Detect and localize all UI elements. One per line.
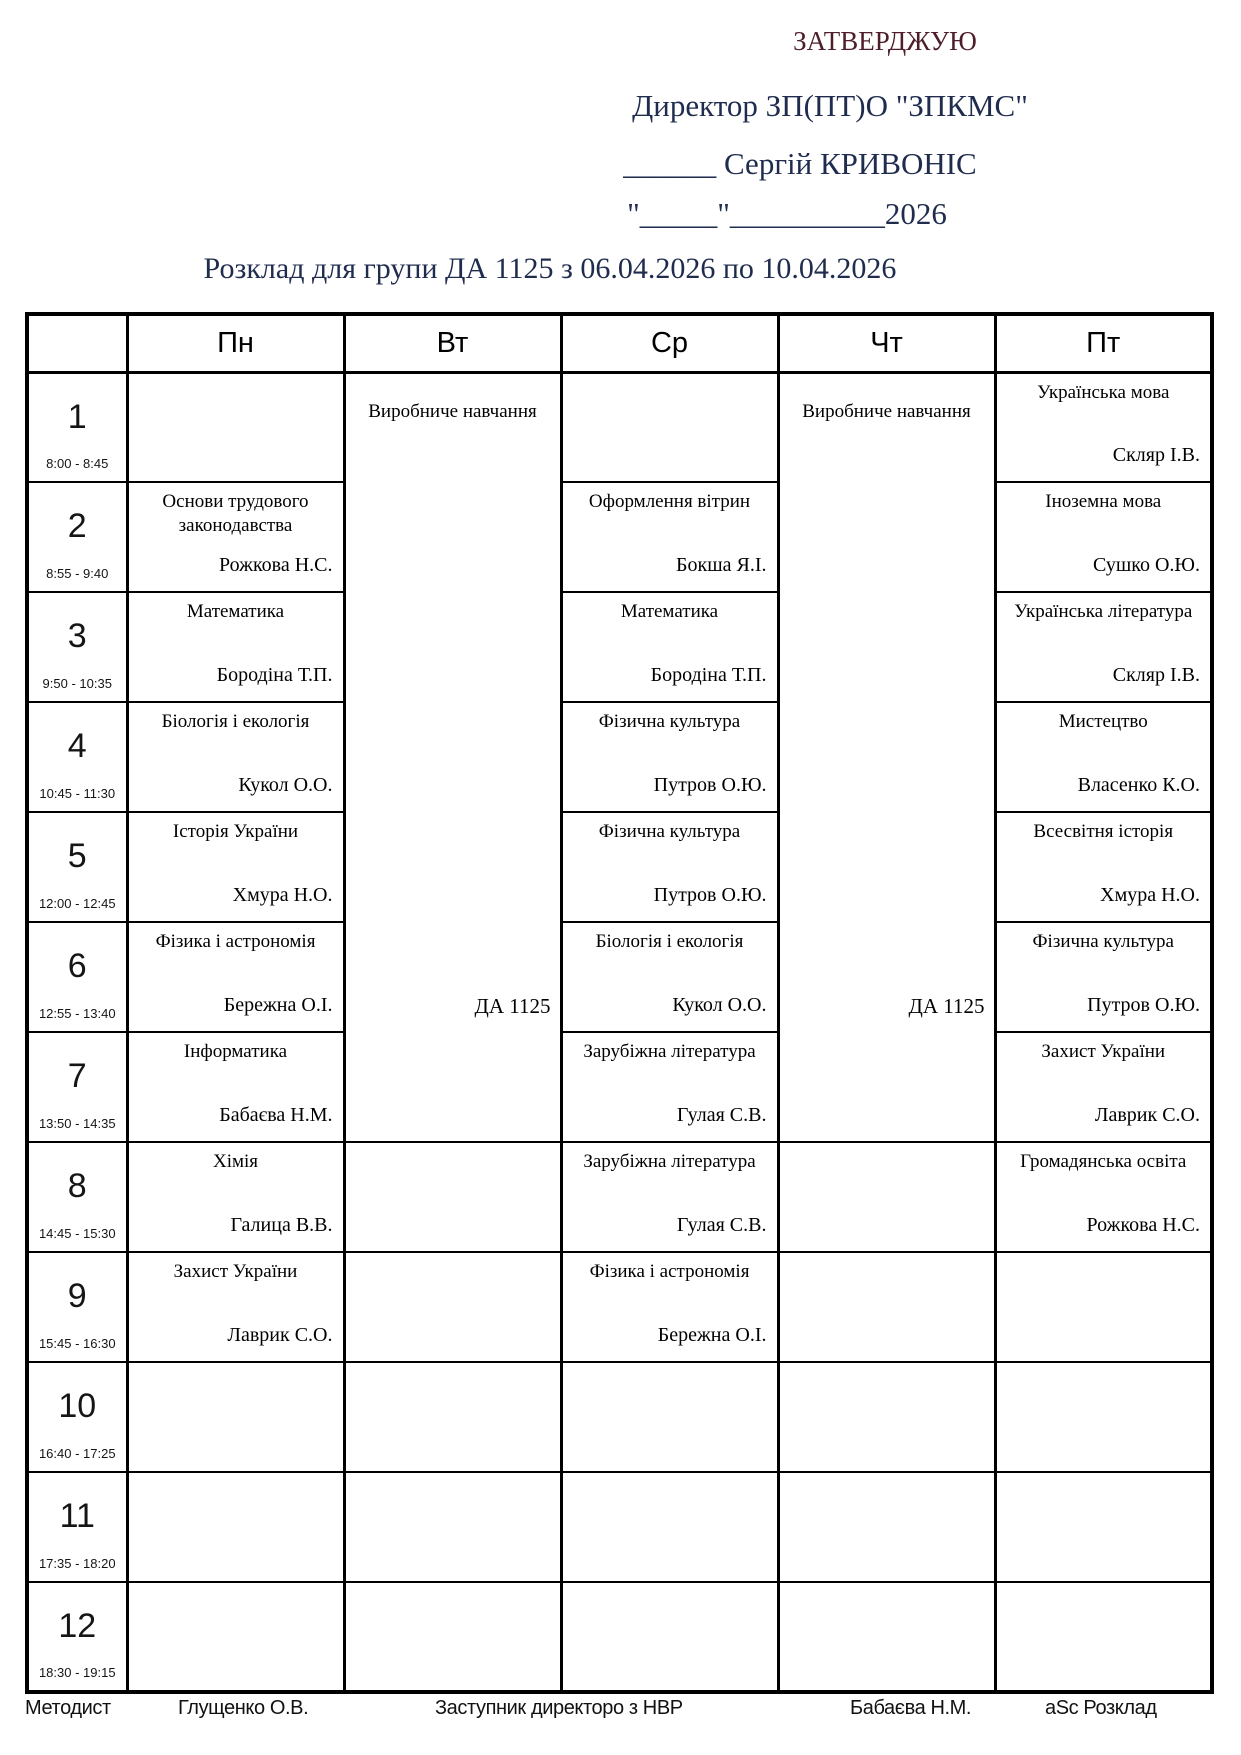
subject-label: Виробниче навчання (368, 400, 537, 422)
period-row-11 (27, 1472, 1212, 1582)
subject-label: Виробниче навчання (802, 400, 971, 422)
lesson-cell (995, 812, 1212, 922)
empty-cell (778, 1362, 995, 1472)
subject-label: Фізична культура (598, 711, 741, 732)
period-row-7 (27, 1032, 1212, 1142)
teacher-label: Кукол О.О. (672, 994, 767, 1016)
schedule-table-body (27, 372, 1212, 1692)
lesson-cell (561, 812, 778, 922)
period-time-cell (27, 1142, 127, 1252)
empty-cell (995, 1252, 1212, 1362)
period-row-2 (27, 482, 1212, 592)
period-time: 10:45 - 11:30 (39, 786, 116, 801)
empty-cell (995, 1472, 1212, 1582)
lesson-cell (561, 702, 778, 812)
corner-cell (27, 314, 127, 372)
lesson-cell (127, 922, 344, 1032)
teacher-label: Власенко К.О. (1077, 774, 1200, 796)
period-row-3 (27, 592, 1212, 702)
period-row-12 (27, 1582, 1212, 1692)
subject-label: Основи трудового законодавства (162, 491, 309, 536)
group-label: ДА 1125 (474, 994, 551, 1018)
period-time: 8:55 - 9:40 (46, 566, 109, 581)
period-number: 2 (67, 507, 87, 545)
period-time: 9:50 - 10:35 (42, 676, 112, 691)
day-header-0: Пн (127, 314, 344, 372)
period-row-8 (27, 1142, 1212, 1252)
teacher-label: Бережна О.І. (223, 994, 333, 1016)
empty-cell (561, 372, 778, 482)
director-signature-line: ______ Сергій КРИВОНІС (623, 146, 977, 181)
empty-cell (127, 1582, 344, 1692)
empty-cell (344, 1252, 561, 1362)
period-time-cell (27, 812, 127, 922)
teacher-label: Путров О.Ю. (653, 774, 767, 796)
lesson-cell (127, 812, 344, 922)
period-number: 10 (58, 1387, 97, 1425)
lesson-cell (995, 482, 1212, 592)
period-time: 13:50 - 14:35 (38, 1116, 116, 1131)
empty-cell (778, 1582, 995, 1692)
teacher-label: Бабаєва Н.М. (219, 1104, 333, 1126)
subject-label: Фізика і астрономія (155, 931, 316, 952)
empty-cell (127, 372, 344, 482)
period-number: 11 (59, 1497, 95, 1535)
footer-deputy-name: Бабаєва Н.М. (850, 1697, 972, 1719)
subject-label: Українська література (1014, 601, 1193, 622)
lesson-cell (995, 702, 1212, 812)
subject-label: Фізична культура (1032, 931, 1174, 952)
period-number: 4 (67, 727, 87, 765)
empty-cell (127, 1472, 344, 1582)
lesson-cell (995, 592, 1212, 702)
period-row-4 (27, 702, 1212, 812)
empty-cell (778, 1252, 995, 1362)
subject-label: Біологія і екологія (161, 711, 310, 732)
empty-cell (561, 1472, 778, 1582)
schedule-table (25, 312, 1214, 1694)
teacher-label: Галица В.В. (230, 1214, 333, 1236)
period-number: 9 (67, 1277, 87, 1315)
period-time: 17:35 - 18:20 (38, 1556, 116, 1571)
lesson-cell (561, 592, 778, 702)
teacher-label: Хмура Н.О. (232, 884, 333, 906)
teacher-label: Путров О.Ю. (1087, 994, 1200, 1016)
schedule-table-head (27, 314, 1212, 372)
teacher-label: Рожкова Н.С. (219, 554, 333, 576)
subject-label: Хімія (212, 1151, 259, 1172)
lesson-cell (561, 1032, 778, 1142)
subject-label: Фізична культура (598, 821, 741, 842)
period-time-cell (27, 1032, 127, 1142)
lesson-cell (995, 1032, 1212, 1142)
empty-cell (344, 1362, 561, 1472)
teacher-label: Гулая С.В. (676, 1214, 767, 1236)
period-number: 5 (67, 837, 87, 875)
footer-asc-credit: aSc Розклад (1045, 1697, 1157, 1719)
teacher-label: Лаврик С.О. (227, 1324, 333, 1346)
subject-label: Інформатика (183, 1041, 288, 1062)
empty-cell (995, 1582, 1212, 1692)
merged-practice-cell (344, 372, 561, 1142)
empty-cell (561, 1362, 778, 1472)
period-number: 3 (67, 617, 87, 655)
lesson-cell (127, 702, 344, 812)
period-time-cell (27, 922, 127, 1032)
teacher-label: Кукол О.О. (238, 774, 333, 796)
group-label: ДА 1125 (908, 994, 985, 1018)
lesson-cell (127, 1142, 344, 1252)
empty-cell (778, 1142, 995, 1252)
teacher-label: Скляр І.В. (1112, 444, 1200, 466)
teacher-label: Лаврик С.О. (1094, 1104, 1200, 1126)
day-header-1: Вт (344, 314, 561, 372)
teacher-label: Гулая С.В. (676, 1104, 767, 1126)
subject-label: Іноземна мова (1045, 491, 1162, 512)
empty-cell (127, 1362, 344, 1472)
period-time-cell (27, 1582, 127, 1692)
lesson-cell (561, 1252, 778, 1362)
teacher-label: Сушко О.Ю. (1093, 554, 1200, 576)
period-number: 12 (58, 1607, 97, 1645)
lesson-cell (561, 1142, 778, 1252)
lesson-cell (561, 922, 778, 1032)
schedule-table-wrap (25, 312, 1214, 1694)
empty-cell (778, 1472, 995, 1582)
period-number: 1 (67, 397, 87, 436)
subject-label: Фізика і астрономія (589, 1261, 750, 1282)
period-time-cell (27, 702, 127, 812)
period-time-cell (27, 1362, 127, 1472)
period-number: 7 (67, 1057, 87, 1095)
teacher-label: Скляр І.В. (1112, 664, 1200, 686)
empty-cell (344, 1142, 561, 1252)
period-row-9 (27, 1252, 1212, 1362)
period-time: 8:00 - 8:45 (46, 456, 109, 471)
period-row-6 (27, 922, 1212, 1032)
lesson-cell (995, 1142, 1212, 1252)
subject-label: Історія України (172, 821, 299, 842)
subject-label: Мистецтво (1058, 711, 1148, 732)
subject-label: Математика (186, 601, 285, 622)
subject-label: Оформлення вітрин (588, 491, 751, 512)
day-header-4: Пт (995, 314, 1212, 372)
subject-label: Громадянська освіта (1020, 1151, 1187, 1172)
subject-label: Біологія і екологія (595, 931, 744, 952)
approval-date-line: "_____"__________2026 (627, 196, 947, 231)
teacher-label: Хмура Н.О. (1100, 884, 1200, 906)
director-line: Директор ЗП(ПТ)О "ЗПКМС" (632, 88, 1028, 123)
lesson-cell (127, 592, 344, 702)
period-time: 12:55 - 13:40 (38, 1006, 116, 1021)
day-header-2: Ср (561, 314, 778, 372)
lesson-cell (127, 482, 344, 592)
subject-label: Українська мова (1037, 381, 1170, 403)
subject-label: Всесвітня історія (1033, 821, 1174, 842)
lesson-cell (127, 1032, 344, 1142)
page-footer (0, 1697, 1241, 1727)
page-title: Розклад для групи ДА 1125 з 06.04.2026 по 10.04.2026 (203, 252, 897, 285)
period-time: 18:30 - 19:15 (38, 1665, 116, 1680)
lesson-cell (995, 922, 1212, 1032)
period-row-10 (27, 1362, 1212, 1472)
lesson-cell (995, 372, 1212, 482)
period-time-cell (27, 1472, 127, 1582)
period-number: 8 (67, 1167, 87, 1205)
teacher-label: Путров О.Ю. (653, 884, 767, 906)
empty-cell (344, 1472, 561, 1582)
footer-methodist-name: Глущенко О.В. (178, 1697, 309, 1719)
teacher-label: Бородіна Т.П. (650, 664, 767, 686)
lesson-cell (127, 1252, 344, 1362)
footer-methodist-label: Методист (25, 1697, 111, 1719)
footer-deputy-label: Заступник директоро з НВР (435, 1697, 683, 1719)
period-time: 16:40 - 17:25 (38, 1446, 116, 1461)
period-time-cell (27, 592, 127, 702)
teacher-label: Бережна О.І. (657, 1324, 767, 1346)
period-time-cell (27, 482, 127, 592)
approve-label: ЗАТВЕРДЖУЮ (793, 26, 977, 56)
period-time: 12:00 - 12:45 (38, 896, 116, 911)
empty-cell (561, 1582, 778, 1692)
lesson-cell (561, 482, 778, 592)
empty-cell (995, 1362, 1212, 1472)
period-row-1 (27, 372, 1212, 482)
period-time-cell (27, 1252, 127, 1362)
teacher-label: Рожкова Н.С. (1086, 1214, 1200, 1236)
subject-label: Зарубіжна література (583, 1041, 756, 1062)
subject-label: Захист України (1041, 1041, 1166, 1062)
period-time: 15:45 - 16:30 (38, 1336, 116, 1351)
period-time-cell (27, 372, 127, 482)
subject-label: Зарубіжна література (583, 1151, 756, 1172)
period-time: 14:45 - 15:30 (38, 1226, 116, 1241)
period-row-5 (27, 812, 1212, 922)
teacher-label: Бородіна Т.П. (216, 664, 333, 686)
day-header-3: Чт (778, 314, 995, 372)
day-header-row (27, 314, 1212, 372)
period-number: 6 (67, 947, 87, 985)
teacher-label: Бокша Я.І. (676, 554, 767, 576)
merged-practice-cell (778, 372, 995, 1142)
empty-cell (344, 1582, 561, 1692)
subject-label: Захист України (173, 1261, 298, 1282)
subject-label: Математика (620, 601, 719, 622)
